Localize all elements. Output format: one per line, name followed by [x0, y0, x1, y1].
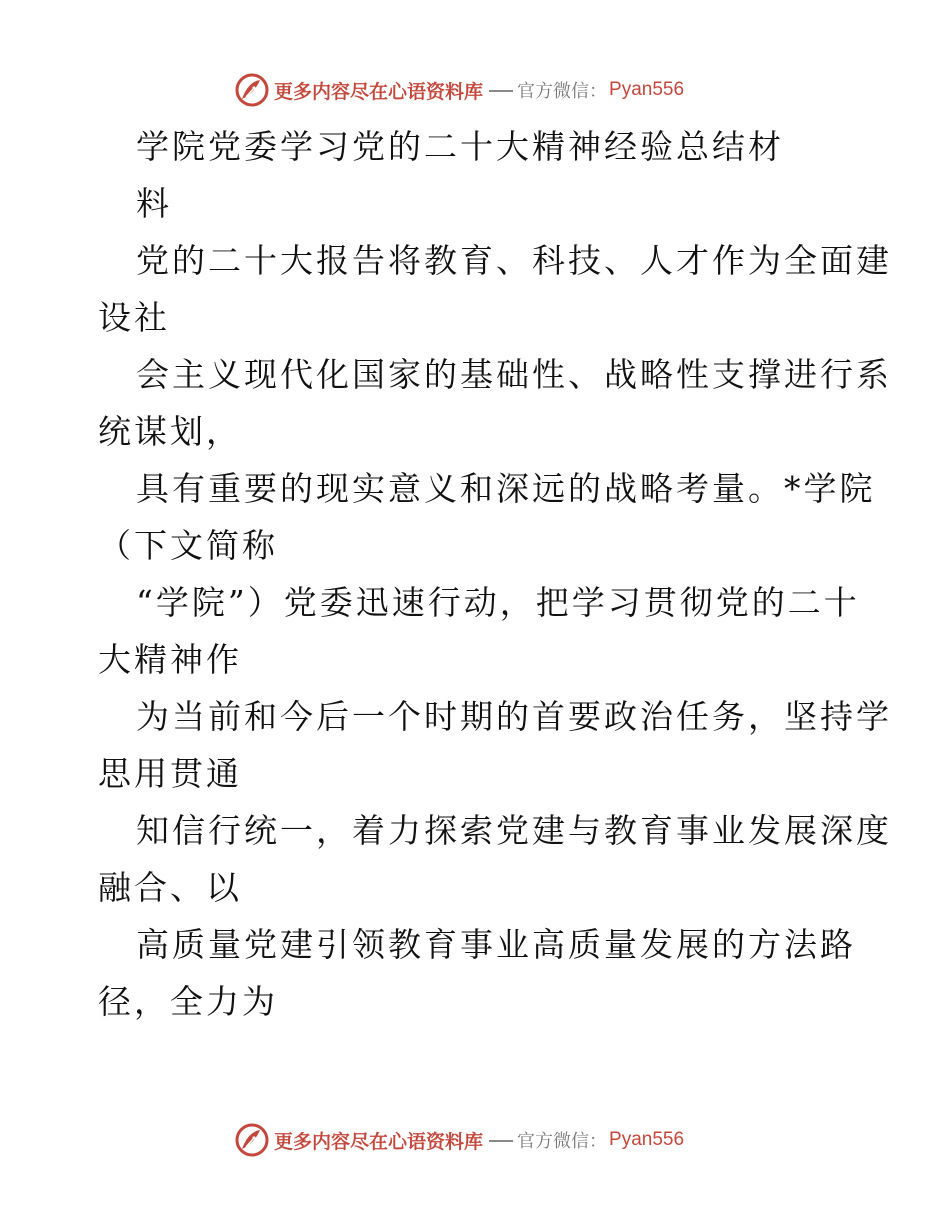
watermark-dash: [489, 90, 513, 92]
paragraph-line: （下文简称: [98, 526, 278, 565]
paragraph-line: 党的二十大报告将教育、科技、人才作为全面建: [136, 241, 892, 280]
document-title-line-2: 料: [136, 184, 172, 223]
watermark-text: 更多内容尽在心语资料库: [274, 1130, 484, 1153]
paragraph-line: 知信行统一，着力探索党建与教育事业发展深度: [136, 811, 892, 850]
watermark-text: 更多内容尽在心语资料库: [274, 80, 484, 103]
paragraph-line: 径，全力为: [98, 982, 278, 1021]
document-body: [98, 118, 892, 1030]
paragraph-line: 高质量党建引领教育事业高质量发展的方法路: [136, 925, 856, 964]
pen-nib-logo-icon: [234, 72, 270, 108]
watermark-wechat-label: 官方微信：: [517, 1131, 608, 1152]
paragraph-line: 具有重要的现实意义和深远的战略考量。*学院: [136, 469, 876, 508]
paragraph-line: 统谋划，: [98, 412, 242, 451]
paragraph-line: 大精神作: [98, 640, 242, 679]
footer-watermark-banner: [234, 1120, 684, 1160]
watermark-dash: [489, 1140, 513, 1142]
watermark-wechat-label: 官方微信：: [517, 81, 608, 102]
watermark-wechat-id: Pyan556: [609, 79, 685, 100]
paragraph-line: 为当前和今后一个时期的首要政治任务，坚持学: [136, 697, 892, 736]
paragraph-line: “学院”）党委迅速行动，把学习贯彻党的二十: [136, 583, 860, 622]
document-title-line-1: 学院党委学习党的二十大精神经验总结材: [136, 127, 784, 166]
paragraph-line: 思用贯通: [98, 754, 242, 793]
paragraph-line: 会主义现代化国家的基础性、战略性支撑进行系: [136, 355, 892, 394]
paragraph-line: 融合、以: [98, 868, 242, 907]
paragraph-line: 设社: [98, 298, 170, 337]
watermark-wechat-id: Pyan556: [609, 1129, 685, 1150]
header-watermark-banner: [234, 70, 684, 110]
pen-nib-logo-icon: [234, 1122, 270, 1158]
